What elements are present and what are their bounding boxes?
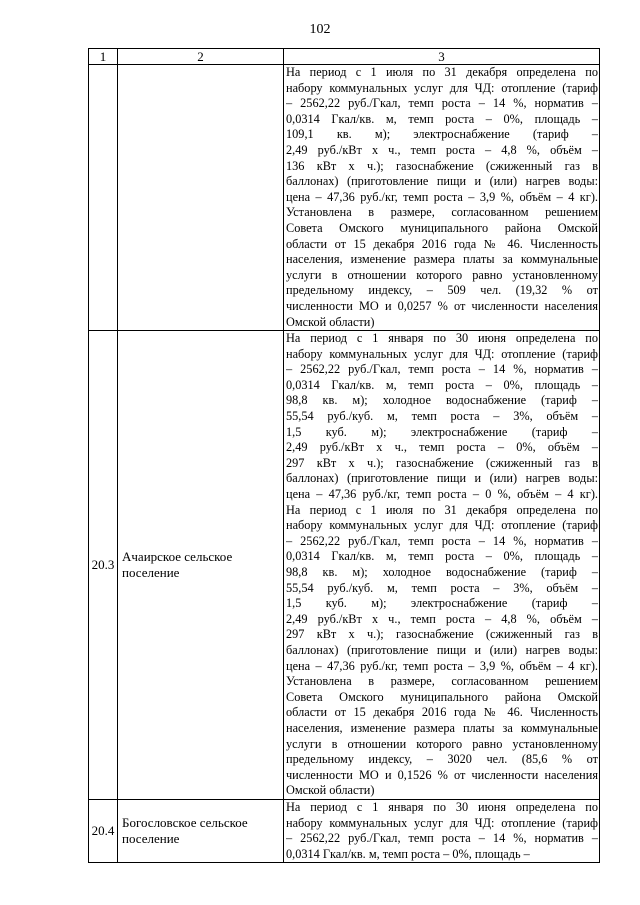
description-line: – 2562,22 руб./Гкал, темп роста – 14 %, норматив – [286,831,598,846]
description-line: Совета Омского муниципального района Омской [286,220,598,235]
description-line: предельному индексу, – 3020 чел. (85,6 % от [286,752,598,767]
description-line: 2,49 руб./кВт х ч., темп роста – 4,8 %, объём – [286,611,598,626]
description-line: численности МО и 0,1526 % от численности населения [286,767,598,782]
description-cell [284,799,600,862]
description-line: На период с 1 января по 30 июня определена по [286,799,598,814]
description-line: предельному индексу, – 509 чел. (19,32 % от [286,283,598,298]
description-cell [284,65,600,331]
description-line: 109,1 кв. м); электроснабжение (тариф – [286,127,598,142]
description-line: набору коммунальных услуг для ЧД: отопление (тариф [286,815,598,830]
description-line: области от 15 декабря 2016 года № 46. Численность [286,236,598,251]
description-line: Совета Омского муниципального района Омской [286,689,598,704]
table-row [89,331,600,800]
column-header-2: 2 [118,49,284,65]
description-line: баллонах) (приготовление пищи и (или) нагрев воды: [286,642,598,657]
document-table [88,48,600,863]
description-line: – 2562,22 руб./Гкал, темп роста – 14 %, норматив – [286,96,598,111]
description-line: цена – 47,36 руб./кг, темп роста – 3,9 %, объём – 4 кг). [286,189,598,204]
row-number [89,65,118,331]
description-line: 98,8 кв. м); холодное водоснабжение (тариф – [286,393,598,408]
description-line: 297 кВт х ч.); газоснабжение (сжиженный газ в [286,627,598,642]
description-line: Омской области) [286,314,375,329]
row-number: 20.4 [89,799,118,862]
description-line: набору коммунальных услуг для ЧД: отопление (тариф [286,80,598,95]
description-line: 55,54 руб./куб. м, темп роста – 3%, объём – [286,409,598,424]
description-line: набору коммунальных услуг для ЧД: отопление (тариф [286,518,598,533]
settlement-name: Богословское сельское поселение [118,799,284,862]
description-line: области от 15 декабря 2016 года № 46. Численность [286,705,598,720]
description-line: цена – 47,36 руб./кг, темп роста – 3,9 %, объём – 4 кг). [286,658,598,673]
description-line: 0,0314 Гкал/кв. м, темп роста – 0%, площадь – [286,377,598,392]
description-line: – 2562,22 руб./Гкал, темп роста – 14 %, норматив – [286,533,598,548]
description-line: 2,49 руб./кВт х ч., темп роста – 4,8 %, объём – [286,142,598,157]
table-row [89,65,600,331]
description-line: На период с 1 июля по 31 декабря определена по [286,502,598,517]
table-row [89,799,600,862]
description-line: – 2562,22 руб./Гкал, темп роста – 14 %, норматив – [286,362,598,377]
description-line: услуги в отношении которого равно установленному [286,267,598,282]
description-line: численности МО и 0,0257 % от численности населения [286,298,598,313]
description-line: населения, изменение размера платы за коммунальные [286,720,598,735]
description-line: баллонах) (приготовление пищи и (или) нагрев воды: [286,174,598,189]
description-line: баллонах) (приготовление пищи и (или) нагрев воды: [286,471,598,486]
description-line: Омской области) [286,783,375,798]
description-line: набору коммунальных услуг для ЧД: отопление (тариф [286,346,598,361]
description-line: 0,0314 Гкал/кв. м, темп роста – 0%, площадь – [286,111,598,126]
description-line: 98,8 кв. м); холодное водоснабжение (тариф – [286,565,598,579]
description-line: На период с 1 января по 30 июня определена по [286,331,598,346]
description-line: цена – 47,36 руб./кг, темп роста – 0 %, объём – 4 кг). [286,487,598,502]
description-line: Установлена в размере, согласованном решением [286,205,598,220]
description-line: 55,54 руб./куб. м, темп роста – 3%, объём – [286,580,598,595]
settlement-name: Ачаирское сельское поселение [118,331,284,800]
description-line: 0,0314 Гкал/кв. м, темп роста – 0%, площадь – [286,549,598,564]
row-number: 20.3 [89,331,118,800]
description-line: 136 кВт х ч.); газоснабжение (сжиженный газ в [286,158,598,173]
description-line: 297 кВт х ч.); газоснабжение (сжиженный газ в [286,455,598,470]
column-header-3: 3 [284,49,600,65]
description-line: услуги в отношении которого равно установленному [286,736,598,751]
description-line: 1,5 куб. м); электроснабжение (тариф – [286,424,598,439]
description-cell [284,331,600,800]
column-header-1: 1 [89,49,118,65]
table-header-row [89,49,600,65]
description-line: населения, изменение размера платы за коммунальные [286,252,598,267]
description-line: 1,5 куб. м); электроснабжение (тариф – [286,596,598,611]
settlement-name [118,65,284,331]
description-line: На период с 1 июля по 31 декабря определена по [286,65,598,79]
description-line: Установлена в размере, согласованном решением [286,674,598,689]
description-line: 0,0314 Гкал/кв. м, темп роста – 0%, площадь – [286,846,530,861]
page-number: 102 [309,22,331,37]
description-line: 2,49 руб./кВт х ч., темп роста – 0%, объём – [286,440,598,455]
